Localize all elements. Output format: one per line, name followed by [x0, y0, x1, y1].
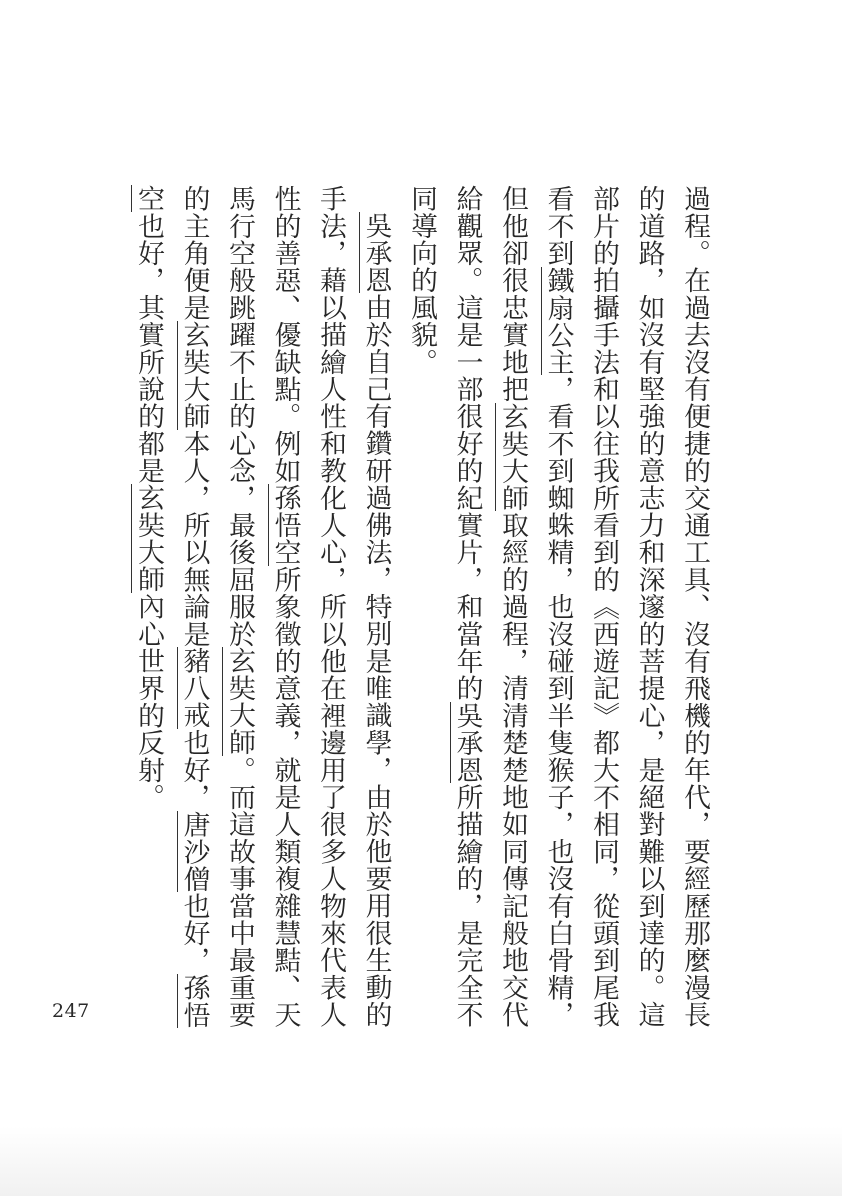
proper-name-mark: 豬八戒	[178, 647, 210, 730]
proper-name-mark: 玄奘大師	[178, 321, 210, 430]
proper-name-mark: 玄奘大師	[497, 402, 528, 512]
page-number: 247	[52, 1000, 90, 1022]
text-segment: 。而這故事當中最重要的主角便是	[178, 185, 255, 1029]
proper-name-mark: 吳承恩	[451, 701, 483, 784]
proper-name-mark: 鐵扇公主	[542, 266, 574, 376]
text-segment: 所象徵的意義，就是人類複雜慧黠、天馬行空般跳躍不止的心念，最後屈服於	[224, 185, 301, 1029]
paragraph-1	[399, 185, 718, 1030]
text-segment: 過程。在過去沒有便捷的交通工具、沒有飛機的年代，要經歷那麼漫長的道路，如沒有堅強的意志力和深邃的菩提心，是絕對難以到達的。這部片的拍攝手法和以往我所看到的《西遊記》都大不相同，從頭到尾我看不到	[542, 185, 710, 1029]
text-segment: 內心世界的反射。	[133, 593, 164, 811]
text-segment: 本人，所以無論是	[178, 429, 210, 648]
text-segment: 取經的過程，清清楚楚地如同傳記般地交代給觀眾。這是一部很好的紀實片，和當年的	[451, 185, 528, 1029]
page-bottom-shadow	[0, 1126, 842, 1196]
proper-name-mark: 玄奘大師	[224, 647, 255, 757]
text-segment: 所描繪的，是完全不同導向的風貌。	[406, 185, 483, 1029]
text-segment: 也好，其實所說的都是	[133, 212, 164, 485]
text-segment: ，看不到蜘蛛精，也沒碰到半隻猴子，也沒有白骨精，但他卻很忠實地把	[497, 185, 574, 1029]
text-segment: 由於自己有鑽研過佛法，特別是唯識學，由於他要用很生動的手法，藉以描繪人性和教化人心，所以他在裡邊用了很多人物來代表人性的善惡、優缺點。例如	[269, 185, 392, 1029]
proper-name-mark: 孫悟空	[133, 185, 210, 1029]
proper-name-mark: 玄奘大師	[133, 484, 164, 594]
text-segment: 也好，	[178, 892, 210, 974]
proper-name-mark: 吳承恩	[360, 211, 392, 294]
paragraph-2	[126, 185, 399, 1030]
vertical-text-body	[110, 185, 718, 1030]
text-segment: 也好，	[178, 729, 210, 811]
proper-name-mark: 孫悟空	[269, 484, 301, 566]
proper-name-mark: 唐沙僧	[178, 810, 210, 893]
